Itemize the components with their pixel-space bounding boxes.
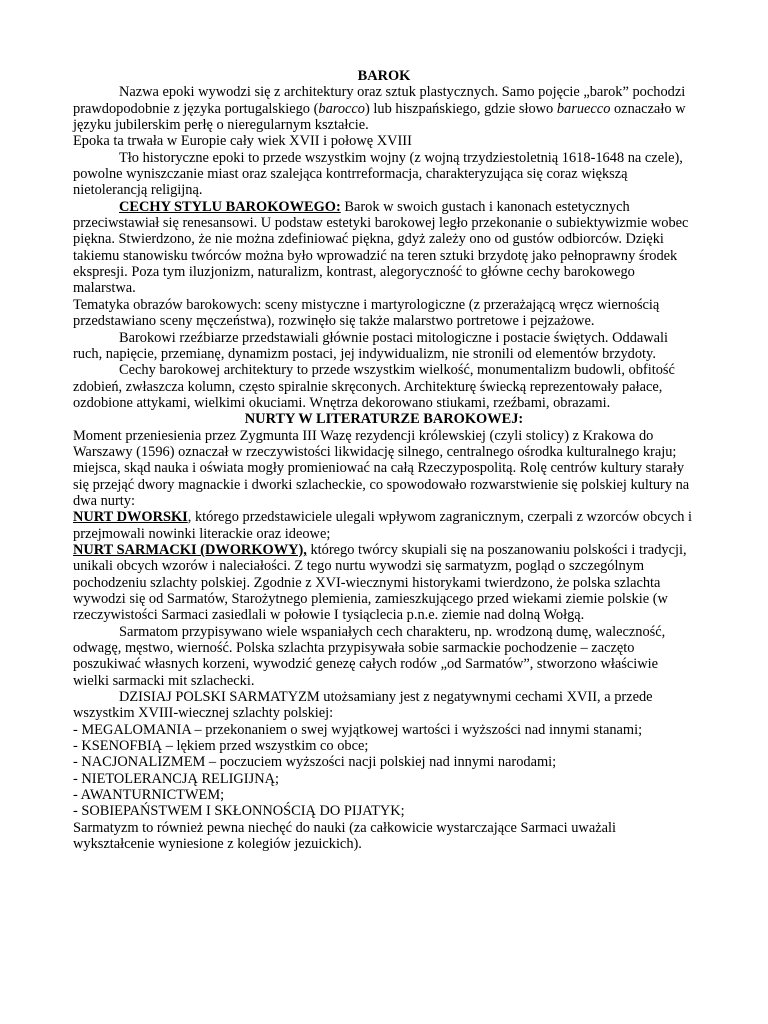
intro-text-1: Nazwa epoki wywodzi się z architektury oraz sztuk plastycznych. Samo pojęcie „barok” pochodzi prawdopodobnie z języka portugalskiego ( (73, 84, 686, 117)
paragraph-sculpture: Barokowi rzeźbiarze przedstawiali głównie postaci mitologiczne i postacie świętych. Oddawali ruch, napięcie, przemianę, dynamizm postaci, jej indywidualizm, nie stronili od elementów brzydoty. (73, 329, 669, 362)
paragraph-moment: Moment przeniesienia przez Zygmunta III Wazę rezydencji królewskiej (czyli stolicy) z Krakowa do Warszawy (1596) oznaczał w rzeczywistości likwidację silnego, centralnego ośrodka kulturalnego kraju; miejsca, skąd nauka i oświata mogły promieniować na całą Rzeczypospolitą. Rolę centrów kultury starały się przejąć dwory magnackie i dworki szlacheckie, co spowodowało rozwarstwienie się polskiej kultury na dwa nurty: (73, 427, 690, 509)
paragraph-today: DZISIAJ POLSKI SARMATYZM utożsamiany jest z negatywnymi cechami XVII, a przede wszystkim XVIII-wiecznej szlachty polskiej: (73, 689, 653, 722)
paragraph-final: Sarmatyzm to również pewna niechęć do nauki (za całkowicie wystarczające Sarmaci uważali wykształcenie wyniesione z kolegiów jezuickich). (73, 819, 616, 853)
paragraph-background: Tło historyczne epoki to przede wszystkim wojny (z wojną trzydziestoletnią 1618-1648 na czele), powolne wyniszczanie miast oraz szalejąca kontrreformacja, charakteryzująca się coraz większą nietolerancją religijną. (73, 149, 683, 199)
paragraph-themes: Tematyka obrazów barokowych: sceny mistyczne i martyrologiczne (z przerażającą wręcz wiernością przedstawiano sceny męczeństwa), rozwinęło się także malarstwo portretowe i pejzażowe. (73, 296, 660, 330)
nurt-dworski-text: , którego przedstawiciele ulegali wpływom zagranicznym, czerpali z wzorców obcych i przejmowali nowinki literackie oraz ideowe; (73, 509, 693, 542)
list-item: - MEGALOMANIA – przekonaniem o swej wyjątkowej wartości i wyższości nad innymi stanami; (73, 721, 643, 738)
style-text: Barok w swoich gustach i kanonach estetycznych przeciwstawiał się renesansowi. U podstaw estetyki barokowej legło przekonanie o subiektywizmie wobec piękna. Stwierdzono, że nie można zdefiniować piękna, gdyż zależy ono od gustów odbiorców. Dzięki takiemu stanowisku twórców można było wprowadzić na teren sztuki brzydotę jako pełnoprawny środek ekspresji. Poza tym iluzjonizm, naturalizm, kontrast, alegoryczność to główne cechy barokowego malarstwa. (73, 198, 689, 297)
intro-term-baruecco: baruecco (556, 100, 611, 117)
nurty-heading: NURTY W LITERATURZE BAROKOWEJ: (244, 411, 524, 428)
paragraph-nurt-dworski (73, 509, 695, 542)
paragraph-architecture: Cechy barokowej architektury to przede wszystkim wielkość, monumentalizm budowli, obfitość zdobień, zwłaszcza kolumn, często spiralnie skręconych. Architekturę świecką reprezentowały pałace, ozdobione attykami, wielkimi okuciami. Wnętrza dekorowano stiukami, rzeźbami, obrazami. (73, 362, 675, 411)
list-item: - KSENOFBIĄ – lękiem przed wszystkim co obce; (73, 738, 369, 755)
intro-term-barocco: barocco (318, 100, 365, 117)
list-item: - AWANTURNICTWEM; (73, 787, 225, 804)
paragraph-sarmatians: Sarmatom przypisywano wiele wspaniałych cech charakteru, np. wrodzoną dumę, waleczność, odwagę, męstwo, wierność. Polska szlachta przypisywała sobie sarmackie pochodzenie – zaczęto poszukiwać własnych korzeni, wywodzić genezę całych rodów „od Sarmatów”, stworzono właściwie wielki sarmacki mit szlachecki. (73, 623, 666, 689)
style-heading: CECHY STYLU BAROKOWEGO: (119, 198, 341, 215)
nurt-sarmacki-label: NURT SARMACKI (DWORKOWY), (73, 541, 307, 558)
document-page (73, 68, 695, 853)
paragraph-epoch: Epoka ta trwała w Europie cały wiek XVII i połowę XVIII (73, 133, 412, 150)
document-title: BAROK (357, 68, 411, 84)
paragraph-intro (73, 84, 695, 133)
nurt-dworski-label: NURT DWORSKI (73, 509, 188, 526)
paragraph-style (73, 199, 695, 297)
intro-text-3: oznaczało w języku jubilerskim perłę o nieregularnym kształcie. (73, 100, 686, 134)
list-item: - NIETOLERANCJĄ RELIGIJNĄ; (73, 770, 279, 787)
list-item: - SOBIEPAŃSTWEM I SKŁONNOŚCIĄ DO PIJATYK; (73, 803, 405, 820)
nurt-sarmacki-text: którego twórcy skupiali się na poszanowaniu polskości i tradycji, unikali obcych wzorów i naleciałości. Z tego nurtu wywodzi się sarmatyzm, pogląd o szczególnym pochodzeniu szlachty polskiej. Zgodnie z XVI-wiecznymi historykami twierdzono, że polska szlachta wywodzi się od Sarmatów, Starożytnego plemienia, zamieszkującego przed wiekami ziemie polskie (w rzeczywistości Sarmaci zasiedlali w połowie I tysiąclecia p.n.e. ziemie nad dolną Wołgą. (73, 541, 687, 624)
paragraph-nurt-sarmacki (73, 542, 695, 624)
list-item: - NACJONALIZMEM – poczuciem wyższości nacji polskiej nad innymi narodami; (73, 754, 557, 771)
intro-text-2: ) lub hiszpańskiego, gdzie słowo (365, 100, 557, 117)
